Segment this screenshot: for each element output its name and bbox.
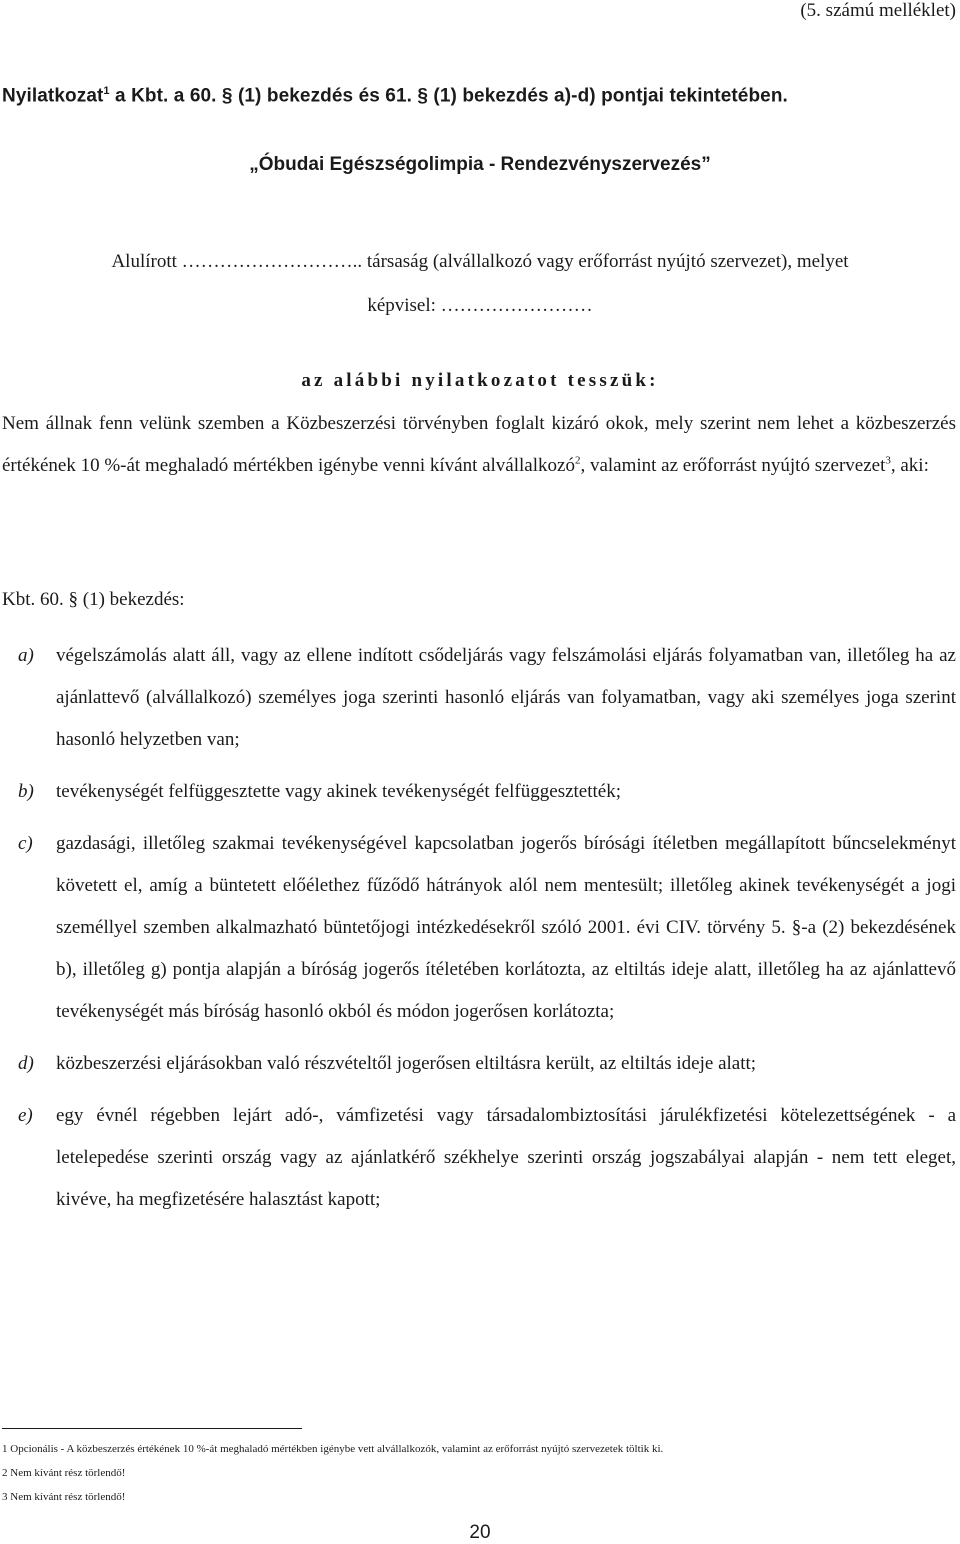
- signer-line-company: Alulírott ……………………….. társaság (alvállalkozó vagy erőforrást nyújtó szervezet), melyet: [111, 251, 849, 272]
- item-marker: d): [18, 1053, 34, 1074]
- list-item: [0, 771, 960, 813]
- footnotes: [2, 1437, 952, 1509]
- list-item: [0, 823, 960, 1033]
- list-item: [0, 635, 960, 761]
- project-title: „Óbudai Egészségolimpia - Rendezvényszervezés”: [249, 154, 711, 175]
- declaration-title: [2, 85, 788, 107]
- item-text: tevékenységét felfüggesztette vagy akinek tevékenységét felfüggesztették;: [56, 781, 621, 802]
- statement-intro: [2, 403, 956, 487]
- item-marker: e): [18, 1105, 33, 1126]
- declaration-title-prefix: Nyilatkozat: [2, 85, 104, 107]
- footnote-ref-2: 2: [574, 454, 581, 467]
- item-text: közbeszerzési eljárásokban való részvételtől jogerősen eltiltásra került, az eltiltás ideje alatt;: [56, 1053, 757, 1074]
- intro-text-c: , aki:: [890, 455, 929, 476]
- item-marker: a): [18, 645, 34, 666]
- item-marker: c): [18, 833, 33, 854]
- intro-text-b: , valamint az erőforrást nyújtó szervezet: [580, 455, 886, 476]
- section-label: Kbt. 60. § (1) bekezdés:: [2, 589, 185, 610]
- footnote-divider: [2, 1428, 302, 1429]
- footnote-1: 1 Opcionális - A közbeszerzés értékének 10 %-át meghaladó mértékben igénybe vett alvállalkozók, valamint az erőforrást nyújtó szervezetek töltik ki.: [2, 1443, 664, 1455]
- declaration-title-rest: a Kbt. a 60. § (1) bekezdés és 61. § (1) bekezdés a)-d) pontjai tekintetében.: [109, 85, 788, 107]
- footnote-ref-1: 1: [103, 85, 110, 97]
- footnote-ref-3: 3: [885, 454, 891, 467]
- exclusion-list: [0, 635, 960, 1231]
- item-text: egy évnél régebben lejárt adó-, vámfizetési vagy társadalombiztosítási járulékfizetési kötelezettségének - a letelepedése szerinti ország vagy az ajánlatkérő székhelye szerinti ország jogszabályai alapján - nem tett eleget, kivéve, ha megfizetésére halasztást kapott;: [56, 1105, 956, 1210]
- statement-heading: az alábbi nyilatkozatot tesszük:: [301, 370, 659, 391]
- list-item: [0, 1043, 960, 1085]
- signer-block: [0, 240, 960, 328]
- item-text: végelszámolás alatt áll, vagy az ellene indított csődeljárás vagy felszámolási eljárás folyamatban van, illetőleg ha az ajánlattevő (alvállalkozó) személyes joga szerinti hasonló eljárás van folyamatban, vagy aki személyes joga szerint hasonló helyzetben van;: [56, 645, 956, 750]
- item-text: gazdasági, illetőleg szakmai tevékenységével kapcsolatban jogerős bírósági ítéletben megállapított bűncselekményt követett el, amíg a büntetett előélethez fűződő hátrányok alól nem mentesült; illetőleg akinek tevékenységét a jogi személlyel szemben alkalmazható büntetőjogi intézkedésekről szóló 2001. évi CIV. törvény 5. §-a (2) bekezdésének b), illetőleg g) pontja alapján a bíróság jogerős ítéletében korlátozta, az eltiltás ideje alatt, illetőleg ha az ajánlattevő tevékenységét más bíróság hasonló okból és módon jogerősen korlátozta;: [56, 833, 956, 1022]
- item-marker: b): [18, 781, 34, 802]
- footnote-3: 3 Nem kívánt rész törlendő!: [2, 1491, 126, 1503]
- intro-text-a: Nem állnak fenn velünk szemben a Közbeszerzési törvényben foglalt kizáró okok, mely szerint nem lehet a közbeszerzés értékének 10 %-át meghaladó mértékben igénybe venni kívánt alvállalkozó: [2, 413, 956, 476]
- page-number: 20: [469, 1522, 491, 1543]
- annex-label: (5. számú melléklet): [800, 0, 956, 21]
- list-item: [0, 1095, 960, 1221]
- signer-line-representative: képvisel: ……………………: [367, 295, 593, 316]
- footnote-2: 2 Nem kívánt rész törlendő!: [2, 1467, 126, 1479]
